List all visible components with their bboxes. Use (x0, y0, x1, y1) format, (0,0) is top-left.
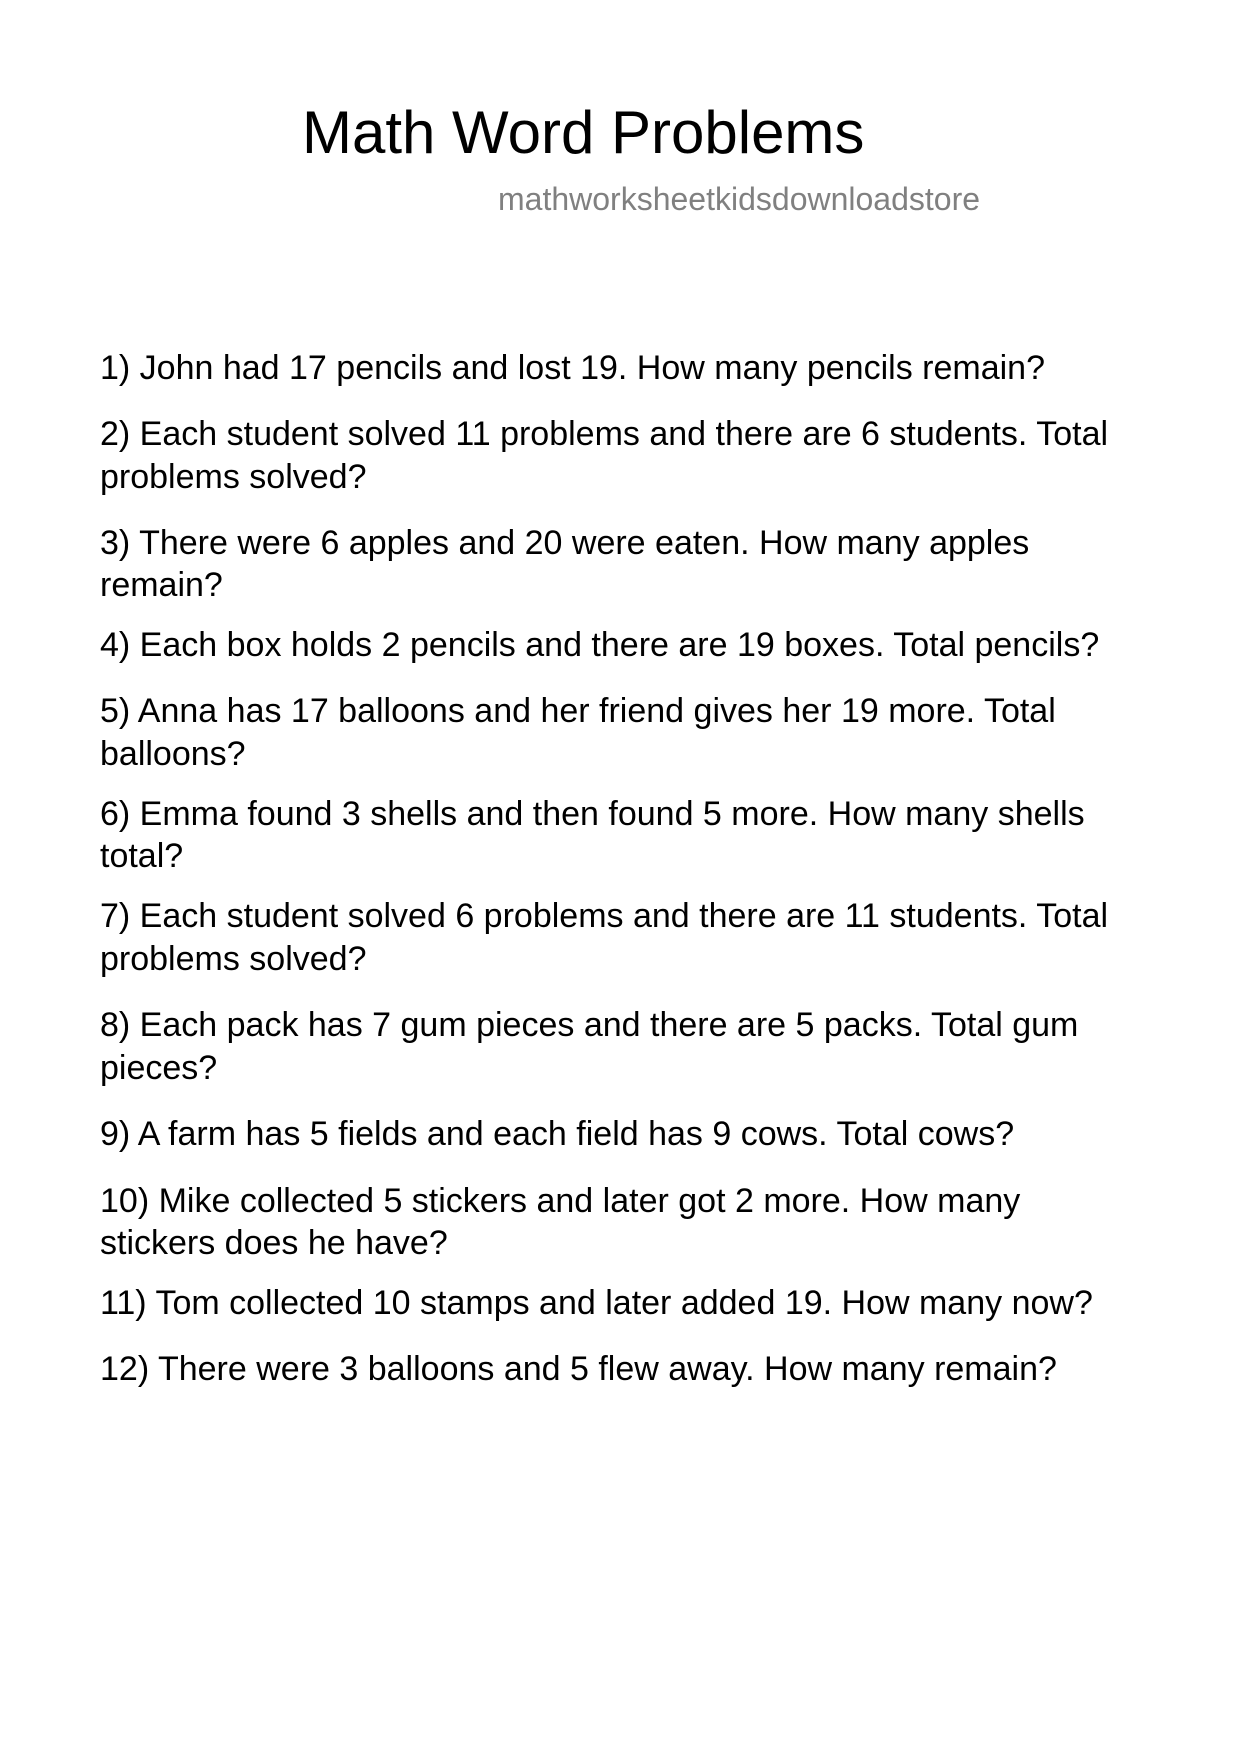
problem-line: remain? (100, 566, 223, 604)
problem-line: 11) Tom collected 10 stamps and later added 19. How many now? (100, 1284, 1093, 1322)
problem-line: 4) Each box holds 2 pencils and there are 19 boxes. Total pencils? (100, 626, 1100, 664)
problem-line: 3) There were 6 apples and 20 were eaten. How many apples (100, 524, 1030, 562)
problem-line: pieces? (100, 1049, 218, 1087)
problem-line: 7) Each student solved 6 problems and there are 11 students. Total (100, 897, 1109, 935)
problem-line: problems solved? (100, 940, 367, 978)
problem-line: 2) Each student solved 11 problems and there are 6 students. Total (100, 415, 1109, 453)
problem-line: 1) John had 17 pencils and lost 19. How many pencils remain? (100, 349, 1045, 387)
problem-line: problems solved? (100, 458, 367, 496)
problem-line: balloons? (100, 735, 246, 773)
problem-line: 10) Mike collected 5 stickers and later got 2 more. How many (100, 1182, 1021, 1220)
problem-line: total? (100, 837, 184, 875)
problem-line: 12) There were 3 balloons and 5 flew away. How many remain? (100, 1350, 1057, 1388)
problem-line: 6) Emma found 3 shells and then found 5 more. How many shells (100, 795, 1085, 833)
problem-line: 9) A farm has 5 fields and each field has 9 cows. Total cows? (100, 1115, 1015, 1153)
problem-line: 5) Anna has 17 balloons and her friend gives her 19 more. Total (100, 692, 1056, 730)
page-title: Math Word Problems (302, 99, 865, 166)
problem-line: 8) Each pack has 7 gum pieces and there are 5 packs. Total gum (100, 1006, 1079, 1044)
problem-line: stickers does he have? (100, 1224, 448, 1262)
page-subtitle: mathworksheetkidsdownloadstore (498, 181, 981, 217)
